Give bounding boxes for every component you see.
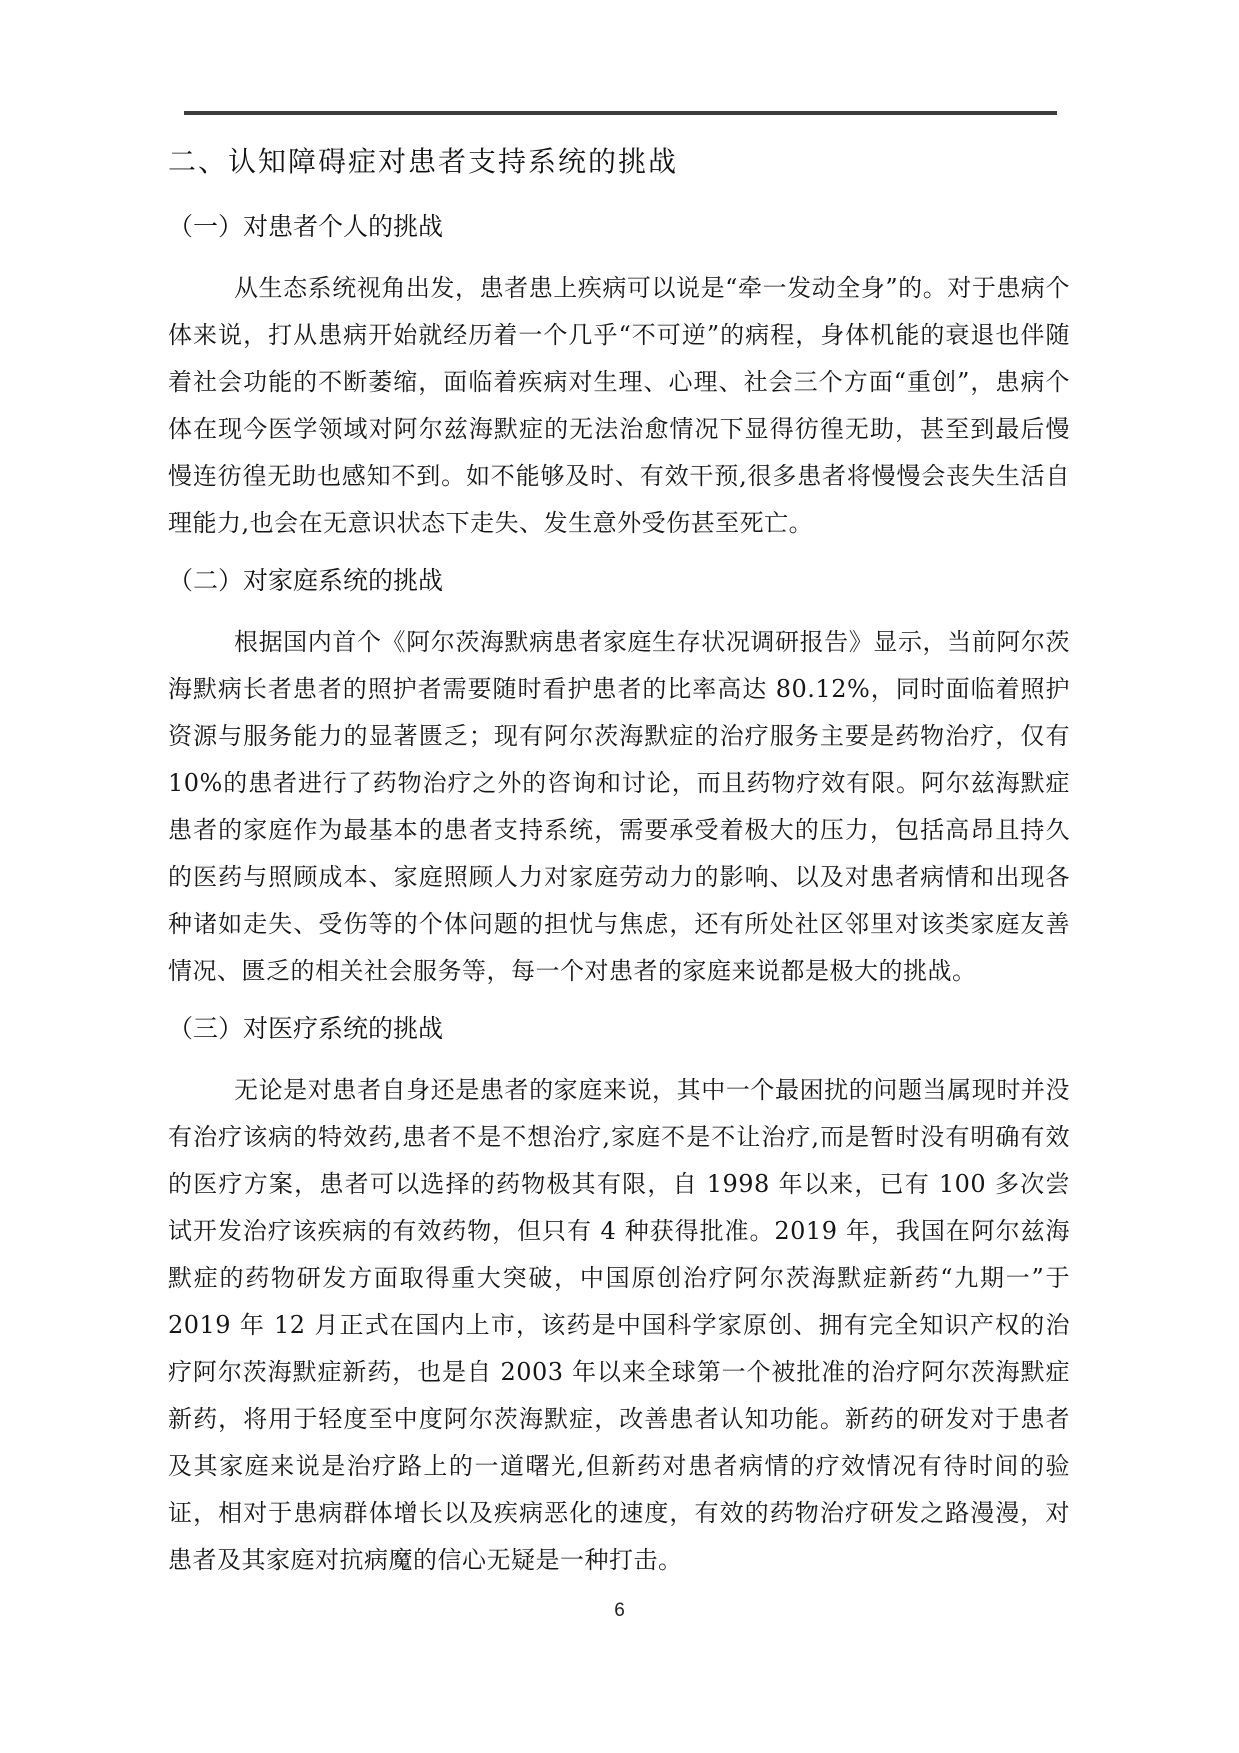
subsection-heading-family: （二）对家庭系统的挑战: [168, 566, 444, 595]
paragraph-medical-challenge: 无论是对患者自身还是患者的家庭来说，其中一个最困扰的问题当属现时并没有治疗该病的特效药,患者不是不想治疗,家庭不是不让治疗,而是暂时没有明确有效的医疗方案，患者可以选择的药物极其有限，自 1998 年以来，已有 100 多次尝试开发治疗该疾病的有效药物，但只有 4 种获得批准。2019 年，我国在阿尔兹海默症的药物研发方面取得重大突破，中国原创治疗阿尔茨海默症新药“九期一”于 2019 年 12 月正式在国内上市，该药是中国科学家原创、拥有完全知识产权的治疗阿尔茨海默症新药，也是自 2003 年以来全球第一个被批准的治疗阿尔茨海默症新药，将用于轻度至中度阿尔茨海默症，改善患者认知功能。新药的研发对于患者及其家庭来说是治疗路上的一道曙光,但新药对患者病情的疗效情况有待时间的验证，相对于患病群体增长以及疾病恶化的速度，有效的药物治疗研发之路漫漫，对患者及其家庭对抗病魔的信心无疑是一种打击。: [168, 1076, 1070, 1574]
header-rule: [184, 111, 1057, 115]
section-patient-individual: [168, 207, 1070, 547]
paragraph-family-challenge: 根据国内首个《阿尔茨海默病患者家庭生存状况调研报告》显示，当前阿尔茨海默病长者患者的照护者需要随时看护患者的比率高达 80.12%，同时面临着照护资源与服务能力的显著匮乏；现有阿尔茨海默症的治疗服务主要是药物治疗，仅有 10%的患者进行了药物治疗之外的咨询和讨论，而且药物疗效有限。阿尔兹海默症患者的家庭作为最基本的患者支持系统，需要承受着极大的压力，包括高昂且持久的医药与照顾成本、家庭照顾人力对家庭劳动力的影响、以及对患者病情和出现各种诸如走失、受伤等的个体问题的担忧与焦虑，还有所处社区邻里对该类家庭友善情况、匮乏的相关社会服务等，每一个对患者的家庭来说都是极大的挑战。: [168, 628, 1070, 985]
page-footer: [0, 1600, 1239, 1622]
document-section-title: 二、认知障碍症对患者支持系统的挑战: [168, 145, 679, 178]
section-medical-system: [168, 1009, 1070, 1584]
section-family-system: [168, 561, 1070, 995]
subsection-heading-medical: （三）对医疗系统的挑战: [168, 1014, 444, 1043]
page-content: [168, 143, 1070, 1598]
page-number: 6: [614, 1600, 625, 1621]
subsection-heading-individual: （一）对患者个人的挑战: [168, 212, 444, 241]
paragraph-individual-challenge: 从生态系统视角出发，患者患上疾病可以说是“牵一发动全身”的。对于患病个体来说，打从患病开始就经历着一个几乎“不可逆”的病程，身体机能的衰退也伴随着社会功能的不断萎缩，面临着疾病对生理、心理、社会三个方面“重创”，患病个体在现今医学领域对阿尔兹海默症的无法治愈情况下显得彷徨无助，甚至到最后慢慢连彷徨无助也感知不到。如不能够及时、有效干预,很多患者将慢慢会丧失生活自理能力,也会在无意识状态下走失、发生意外受伤甚至死亡。: [168, 274, 1070, 537]
